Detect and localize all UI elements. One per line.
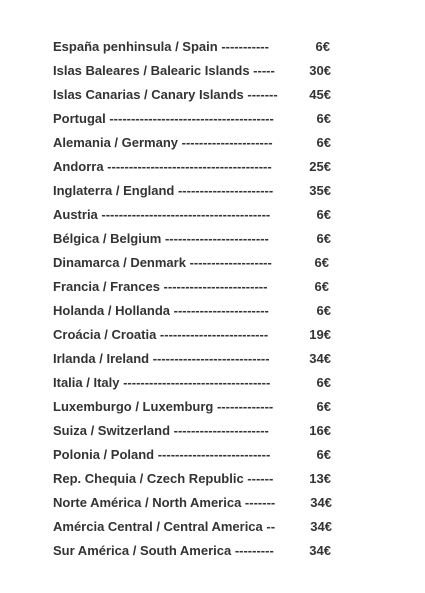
destination-label: Portugal -------------------------------------- xyxy=(53,111,274,126)
destination-label: Croácia / Croatia ------------------------- xyxy=(53,327,269,342)
destination-label: Holanda / Hollanda ---------------------- xyxy=(53,303,269,318)
shipping-price: 34€ xyxy=(309,351,331,366)
price-row xyxy=(0,107,425,131)
price-row xyxy=(0,323,425,347)
shipping-price: 30€ xyxy=(309,63,331,78)
price-row xyxy=(0,467,425,491)
price-row xyxy=(0,275,425,299)
shipping-price: 6€ xyxy=(316,447,331,462)
shipping-price: 6€ xyxy=(316,399,331,414)
shipping-price: 6€ xyxy=(316,375,331,390)
shipping-price: 19€ xyxy=(309,327,331,342)
shipping-price: 34€ xyxy=(309,543,331,558)
destination-label: Austria --------------------------------------- xyxy=(53,207,271,222)
shipping-price: 6€ xyxy=(315,39,330,54)
shipping-price: 6€ xyxy=(314,279,329,294)
shipping-price: 13€ xyxy=(309,471,331,486)
shipping-price: 25€ xyxy=(309,159,331,174)
shipping-price: 6€ xyxy=(316,303,331,318)
destination-label: Polonia / Poland -------------------------- xyxy=(53,447,271,462)
destination-label: Islas Baleares / Balearic Islands ----- xyxy=(53,63,275,78)
destination-label: Inglaterra / England ---------------------- xyxy=(53,183,274,198)
destination-label: Andorra -------------------------------------- xyxy=(53,159,272,174)
destination-label: Islas Canarias / Canary Islands ------- xyxy=(53,87,278,102)
destination-label: España penhinsula / Spain ----------- xyxy=(53,39,269,54)
shipping-price: 45€ xyxy=(309,87,331,102)
destination-label: Suiza / Switzerland ---------------------- xyxy=(53,423,269,438)
shipping-price: 6€ xyxy=(316,207,331,222)
price-row xyxy=(0,179,425,203)
destination-label: Francia / Frances ------------------------ xyxy=(53,279,268,294)
price-row xyxy=(0,347,425,371)
price-row xyxy=(0,443,425,467)
price-row xyxy=(0,491,425,515)
shipping-price: 6€ xyxy=(316,231,331,246)
price-row xyxy=(0,131,425,155)
destination-label: Alemania / Germany --------------------- xyxy=(53,135,273,150)
price-row xyxy=(0,419,425,443)
destination-label: Bélgica / Belgium ------------------------ xyxy=(53,231,269,246)
price-row xyxy=(0,59,425,83)
price-row xyxy=(0,227,425,251)
shipping-price: 6€ xyxy=(314,255,329,270)
destination-label: Irlanda / Ireland --------------------------- xyxy=(53,351,270,366)
price-row xyxy=(0,395,425,419)
destination-label: Dinamarca / Denmark ------------------- xyxy=(53,255,272,270)
shipping-price: 6€ xyxy=(316,111,331,126)
price-row xyxy=(0,155,425,179)
price-row xyxy=(0,251,425,275)
destination-label: Rep. Chequia / Czech Republic ------ xyxy=(53,471,274,486)
shipping-price: 34€ xyxy=(310,495,332,510)
destination-label: Amércia Central / Central America -- xyxy=(53,519,276,534)
price-row xyxy=(0,371,425,395)
destination-label: Luxemburgo / Luxemburg ------------- xyxy=(53,399,274,414)
shipping-price: 6€ xyxy=(316,135,331,150)
shipping-price: 34€ xyxy=(310,519,332,534)
destination-label: Sur América / South America --------- xyxy=(53,543,274,558)
price-row xyxy=(0,299,425,323)
shipping-price: 16€ xyxy=(309,423,331,438)
shipping-price-list xyxy=(0,35,425,563)
shipping-price: 35€ xyxy=(309,183,331,198)
price-row xyxy=(0,539,425,563)
price-row xyxy=(0,515,425,539)
price-row xyxy=(0,35,425,59)
price-row xyxy=(0,203,425,227)
destination-label: Italia / Italy ---------------------------------- xyxy=(53,375,271,390)
destination-label: Norte América / North America ------- xyxy=(53,495,276,510)
price-row xyxy=(0,83,425,107)
